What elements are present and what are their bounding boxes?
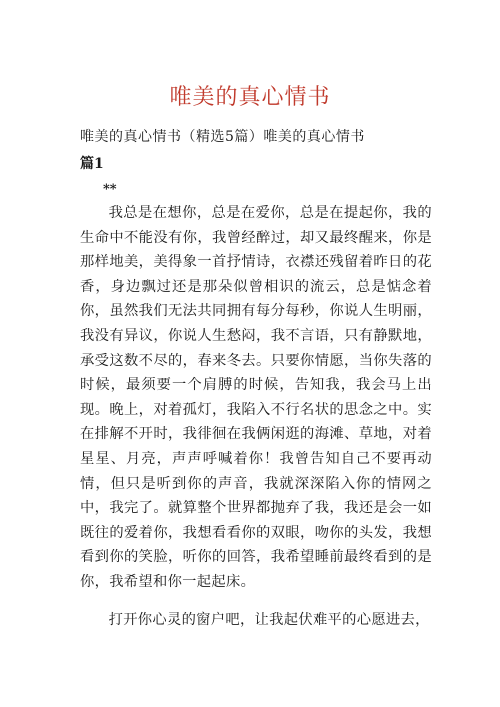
section-marker: **: [103, 182, 117, 197]
body-paragraph: 我总是在想你，总是在爱你，总是在提起你，我的生命中不能没有你，我曾经醉过，却又最终醒来，你是那样地美，美得象一首抒情诗，衣襟还残留着昨日的花香，身边飘过还是那朵似曾相识的流云，总是惦念着你，虽然我们无法共同拥有每分每秒，你说人生明丽，我没有异议，你说人生愁闷，我不言语，只有静默地，承受这数不尽的，春来冬去。只要你情愿，当你失落的时候，最须要一个肩膊的时候，告知我，我会马上出现。晚上，对着孤灯，我陷入不行名状的思念之中。实在排解不开时，我徘徊在我俩闲逛的海滩、草地，对着星星、月亮，声声呼喊着你！我曾告知自己不要再动情，但只是听到你的声音，我就深深陷入你的情网之中，我完了。就算整个世界都抛弃了我，我还是会一如既往的爱着你，我想看看你的双眼，吻你的头发，我想看到你的笑脸，听你的回答，我希望睡前最终看到的是你，我希望和你一起起床。: [80, 205, 432, 590]
body-paragraph: 打开你心灵的窗户吧，让我起伏难平的心愿进去，: [108, 612, 430, 628]
section-label: 篇1: [80, 156, 104, 172]
page-title: 唯美的真心情书: [169, 85, 331, 110]
subtitle-line: 唯美的真心情书（精选5篇）唯美的真心情书: [80, 129, 365, 145]
